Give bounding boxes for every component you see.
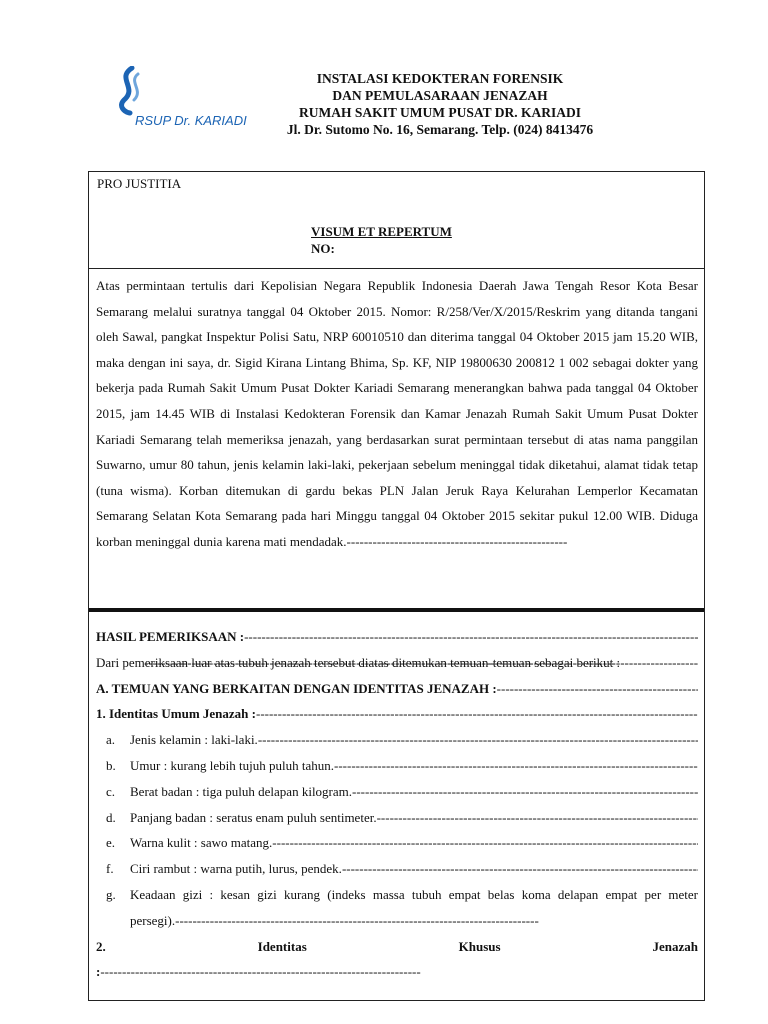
list-marker: d.	[106, 809, 116, 825]
filler-dashes	[334, 753, 698, 779]
list-item-text: Umur : kurang lebih tujuh puluh tahun.	[130, 757, 335, 773]
sub-1-row	[96, 701, 698, 727]
filler-dashes	[342, 856, 698, 882]
divider-thin	[89, 268, 704, 269]
filler-dashes: ------------------------------------------------------------------------------------	[175, 912, 539, 928]
filler-dashes	[377, 805, 698, 831]
filler-dashes	[352, 779, 698, 805]
institution-line-3: RUMAH SAKIT UMUM PUSAT DR. KARIADI	[298, 105, 581, 120]
list-item-text: Berat badan : tiga puluh delapan kilogram.	[130, 783, 353, 799]
document-frame	[88, 171, 705, 1001]
filler-dashes	[258, 727, 698, 753]
divider-thick	[89, 608, 704, 612]
list-marker: g.	[106, 886, 116, 902]
logo-wave-icon	[108, 66, 238, 116]
list-item-text: Ciri rambut : warna putih, lurus, pendek.	[130, 861, 342, 877]
hasil-heading-row	[96, 624, 698, 650]
list-item	[96, 856, 698, 882]
section-a-row	[96, 676, 698, 702]
sub-2-number: 2.	[96, 938, 106, 954]
identity-list	[96, 727, 698, 933]
list-marker: a.	[106, 732, 116, 748]
filler-dashes	[256, 701, 698, 727]
institution-line-1: INSTALASI KEDOKTERAN FORENSIK	[316, 71, 564, 86]
institution-line-2: DAN PEMULASARAAN JENAZAH	[332, 88, 548, 103]
list-marker: c.	[106, 783, 116, 799]
sub-2-filler-row	[96, 959, 516, 985]
filler-dashes	[244, 624, 698, 650]
sub-2-word-3: Jenazah	[652, 938, 698, 954]
list-marker: f.	[106, 861, 114, 877]
list-item	[96, 882, 698, 934]
section-a-heading: A. TEMUAN YANG BERKAITAN DENGAN IDENTITAS JENAZAH :	[96, 680, 497, 696]
list-marker: e.	[106, 835, 116, 851]
list-item	[96, 779, 698, 805]
sub-2-word-2: Khusus	[458, 938, 501, 954]
hospital-logo	[108, 66, 247, 134]
identitas-umum-heading: 1. Identitas Umum Jenazah :	[96, 706, 256, 722]
pro-justitia: PRO JUSTITIA	[97, 176, 182, 191]
letterhead	[250, 70, 630, 138]
filler-dashes: ---------------------------------------------------	[346, 533, 568, 549]
filler-dashes: --------------------------------------------------------------------------	[100, 964, 421, 980]
list-item-text: Warna kulit : sawo matang.	[130, 835, 273, 851]
filler-dashes	[144, 650, 698, 676]
intro-text: Atas permintaan tertulis dari Kepolisian Negara Republik Indonesia Daerah Jawa Tengah Resor Kota Besar Semarang melalui suratnya tanggal 04 Oktober 2015. Nomor: R/258/Ver/X/2015/Reskrim yang ditanda tangani oleh Sawal, pangkat Inspektur Polisi Satu, NRP 60010510 dan diterima tanggal 04 Oktober 2015 jam 15.20 WIB, maka dengan ini saya, dr. Sigid Kirana Lintang Bhima, Sp. KF, NIP 19800630 200812 1 002 sebagai dokter yang bekerja pada Rumah Sakit Umum Pusat Dokter Kariadi Semarang menerangkan bahwa pada tanggal 04 Oktober 2015, jam 14.45 WIB di Instalasi Kedokteran Forensik dan Kamar Jenazah Rumah Sakit Umum Pusat Dokter Kariadi Semarang telah memeriksa jenazah, yang berdasarkan surat permintaan tersebut di atas nama panggilan Suwarno, umur 80 tahun, jenis kelamin laki-laki, pekerjaan sebelum meninggal tidak diketahui, alamat tidak tetap (tuna wisma). Korban ditemukan di gardu bekas PLN Jalan Jeruk Raya Kelurahan Lemperlor Kecamatan Semarang Selatan Kota Semarang pada hari Minggu tanggal 04 Oktober 2015 sekitar pukul 12.00 WIB. Diduga korban meninggal dunia karena mati mendadak.	[96, 278, 698, 549]
document-number-label: NO:	[311, 241, 335, 256]
list-marker: b.	[106, 757, 116, 773]
sub-2-word-1: Identitas	[257, 938, 307, 954]
intro-paragraph	[96, 273, 698, 555]
institution-address: Jl. Dr. Sutomo No. 16, Semarang. Telp. (024) 8413476	[286, 122, 594, 137]
filler-dashes	[497, 676, 698, 702]
hasil-filler-row	[96, 650, 698, 676]
hasil-heading: HASIL PEMERIKSAAN :	[96, 629, 245, 644]
list-item	[96, 727, 698, 753]
list-item-text: Jenis kelamin : laki-laki.	[130, 732, 258, 748]
filler-dashes	[272, 830, 698, 856]
list-item	[96, 805, 698, 831]
examination-results	[96, 624, 698, 985]
sub-2-row	[96, 934, 698, 960]
colon-mark: :	[96, 964, 101, 980]
list-item	[96, 753, 698, 779]
list-item-text: Panjang badan : seratus enam puluh sentimeter.	[130, 809, 377, 825]
list-item-text: Keadaan gizi : kesan gizi kurang (indeks massa tubuh empat belas koma delapan empat per meter persegi).	[130, 886, 698, 928]
logo-text: RSUP Dr. KARIADI	[135, 113, 247, 128]
list-item	[96, 830, 698, 856]
document-title: VISUM ET REPERTUM	[311, 224, 452, 239]
hasil-text: Dari pemeriksaan luar atas tubuh jenazah tersebut diatas ditemukan temuan-temuan sebagai berikut :	[96, 654, 621, 670]
